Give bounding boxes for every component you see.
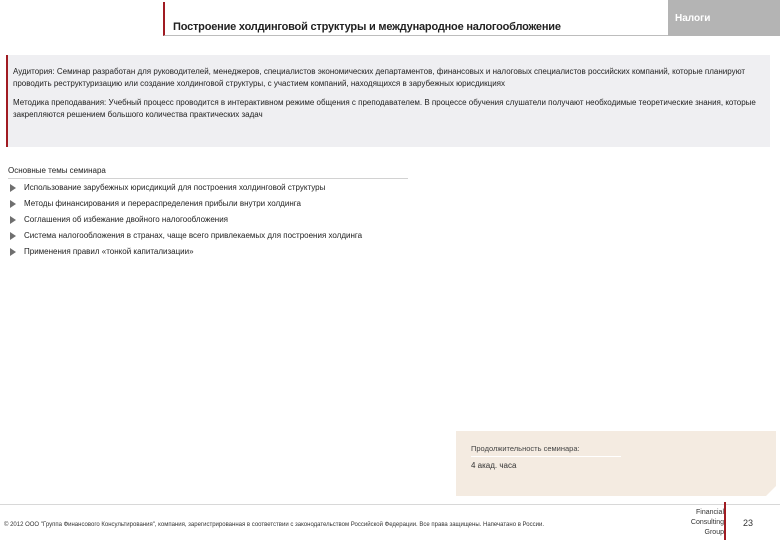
topic-text: Применения правил «тонкой капитализации» <box>24 247 194 256</box>
topics-divider <box>8 178 408 179</box>
logo-line-group: Group <box>704 529 724 536</box>
logo-line-consulting: Consulting <box>690 519 724 526</box>
list-item <box>9 247 409 257</box>
folded-corner-icon <box>766 486 776 496</box>
topic-text: Использование зарубежных юрисдикций для построения холдинговой структуры <box>24 183 326 192</box>
duration-box <box>456 431 776 496</box>
triangle-bullet-icon <box>10 216 16 224</box>
topics-list <box>9 183 409 263</box>
company-logo <box>668 508 724 538</box>
copyright-notice: © 2012 ООО "Группа Финансового Консультирования", компания, зарегистрированная в соответствии с законодательством Российской Федерации. Все права защищены. Напечатано в России. <box>4 522 545 528</box>
topic-text: Методы финансирования и перераспределения прибыли внутри холдинга <box>24 199 301 208</box>
triangle-bullet-icon <box>10 184 16 192</box>
category-tag-label: Налоги <box>675 13 711 24</box>
logo-divider <box>724 502 726 540</box>
topic-text: Соглашения об избежание двойного налогообложения <box>24 215 229 224</box>
triangle-bullet-icon <box>10 248 16 256</box>
triangle-bullet-icon <box>10 232 16 240</box>
footer-divider <box>0 504 780 505</box>
list-item <box>9 183 409 193</box>
list-item <box>9 199 409 209</box>
intro-box <box>6 55 770 147</box>
header-title-bar <box>163 2 668 36</box>
logo-line-financial: Financial <box>695 509 724 516</box>
duration-label: Продолжительность семинара: <box>471 444 580 453</box>
duration-divider <box>471 456 621 457</box>
method-text: Методика преподавания: Учебный процесс проводится в интерактивном режиме общения с преподавателем. В процессе обучения слушатели получают необходимые теоретические знания, которые закрепляются решением большого количества практических задач <box>13 98 756 119</box>
list-item <box>9 231 409 241</box>
duration-value: 4 акад. часа <box>471 461 517 470</box>
topic-text: Система налогообложения в странах, чаще всего привлекаемых для построения холдинга <box>24 231 363 240</box>
page-title: Построение холдинговой структуры и международное налогообложение <box>173 21 561 33</box>
category-tag <box>668 0 780 36</box>
audience-text: Аудитория: Семинар разработан для руководителей, менеджеров, специалистов экономических департаментов, финансовых и налоговых специалистов российских компаний, которые планируют проводить реструктуризацию или создание холдинговой структуры, с участием компаний, находящихся в зарубежных юрисдикциях <box>13 67 746 88</box>
list-item <box>9 215 409 225</box>
page-number: 23 <box>743 518 754 528</box>
triangle-bullet-icon <box>10 200 16 208</box>
topics-heading: Основные темы семинара <box>8 166 106 175</box>
